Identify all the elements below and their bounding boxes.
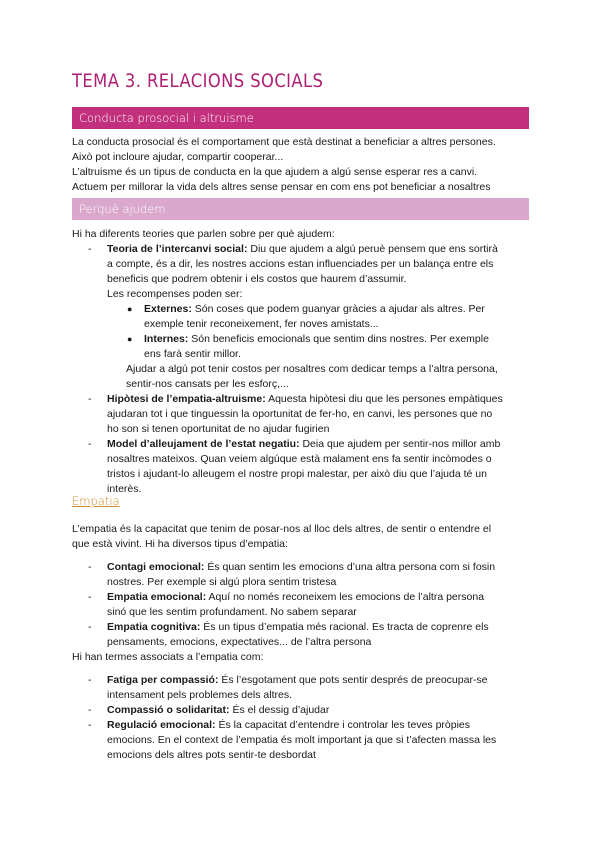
list-item-text: És la capacitat d’entendre i controlar les teves pròpies [218, 719, 471, 731]
list-item-term: Model d’alleujament de l’estat negatiu: [107, 438, 300, 450]
list-bullet: ● [127, 304, 133, 314]
list-item-line: nostres. Per exemple si algú plora sentim tristesa [107, 576, 337, 588]
list-item-line: sinó que les sentim profundament. No sabem separar [107, 606, 357, 618]
list-item-line [107, 703, 329, 718]
list-dash: - [88, 719, 92, 731]
list-item-line: ajudaran tot i que tinguessin la oportunitat de fer-ho, en canvi, les persones que no [107, 408, 493, 420]
paragraph-line: La conducta prosocial és el comportament que està destinat a beneficiar a altres persones. [72, 136, 496, 148]
list-item-line [144, 332, 489, 347]
section-heading-prosocial-text: Conducta prosocial i altruisme [79, 111, 254, 125]
page-title: TEMA 3. RELACIONS SOCIALS [72, 70, 324, 92]
list-item-term: Contagi emocional: [107, 561, 205, 573]
list-item-text: Diu que ajudem a algú peruè pensem que ens sortirà [250, 243, 498, 255]
list-item-line [107, 673, 488, 688]
list-item-text: Aquesta hipòtesi diu que les persones empàtiques [268, 393, 503, 405]
list-dash: - [88, 674, 92, 686]
paragraph-line: Això pot incloure ajudar, compartir cooperar... [72, 151, 284, 163]
list-item-text: És un tipus d’empatia més racional. Es tracta de coprenre els [203, 621, 489, 633]
list-item-line [107, 590, 484, 605]
list-item-line [107, 620, 489, 635]
list-item-term: Empatia emocional: [107, 591, 207, 603]
paragraph-line: Hi han termes associats a l’empatia com: [72, 651, 264, 663]
list-item-line: exemple tenir reconeixement, fer noves amistats... [144, 318, 379, 330]
list-item-line: interès. [107, 483, 142, 495]
list-dash: - [88, 438, 92, 450]
list-item-term: Regulació emocional: [107, 719, 216, 731]
list-bullet: ● [127, 334, 133, 344]
list-dash: - [88, 243, 92, 255]
list-dash: - [88, 561, 92, 573]
list-dash: - [88, 393, 92, 405]
list-item-line: ho son si tenen oportunitat de no ajudar fugirien [107, 423, 330, 435]
list-item-text: Són coses que podem guanyar gràcies a ajudar als altres. Per [194, 303, 485, 315]
list-item-line: pensaments, emocions, expectatives... de l’altra persona [107, 636, 372, 648]
section-heading-perque-text: Perquè ajudem [79, 202, 166, 216]
list-item-term: Fatiga per compassió: [107, 674, 219, 686]
list-item-text: És quan sentim les emocions d’una altra persona com si fosin [207, 561, 496, 573]
list-item-line: nosaltres mateixos. Quan veiem algúque està malament ens fa sentir incòmodes o [107, 453, 492, 465]
list-item-line: sentir-nos cansats per les esforç,... [126, 378, 289, 390]
list-item-line: intensament pels problemes dels altres. [107, 689, 293, 701]
list-item-line: tristos i ajudant-lo alleugem el nostre propi malestar, per això diu que l’ajuda té un [107, 468, 487, 480]
list-item-line [107, 242, 498, 257]
list-item-term: Externes: [144, 303, 192, 315]
paragraph-line: L’empatia és la capacitat que tenim de posar-nos al lloc dels altres, de sentir o entendre el [72, 523, 492, 535]
section-heading-prosocial [72, 107, 529, 129]
paragraph-line: Actuem per millorar la vida dels altres sense pensar en com ens pot beneficiar a nosaltres [72, 181, 491, 193]
list-item-term: Hipòtesi de l’empatia-altruisme: [107, 393, 266, 405]
section-heading-empatia[interactable]: Empatia [72, 494, 120, 508]
list-item-line: ens farà sentir millor. [144, 348, 241, 360]
list-item-line [107, 437, 500, 452]
list-item-term: Internes: [144, 333, 189, 345]
paragraph-line: que està vivint. Hi ha diversos tipus d’empatia: [72, 538, 288, 550]
list-item-line: beneficis que podrem obtenir i els costos que haurem d’assumir. [107, 273, 407, 285]
list-item-text: És l’esgotament que pots sentir després de preocupar-se [221, 674, 488, 686]
list-item-line: a compte, és a dir, les nostres accions estan influenciades per un balança entre els [107, 258, 494, 270]
paragraph-line: L’altruisme és un tipus de conducta en la que ajudem a algú sense esperar res a canvi. [72, 166, 478, 178]
list-item-term: Compassió o solidaritat: [107, 704, 230, 716]
list-item-line: emocions dels altres pots sentir-te desbordat [107, 749, 316, 761]
list-item-line [107, 560, 495, 575]
list-item-text: És el dessig d’ajudar [232, 704, 330, 716]
list-dash: - [88, 591, 92, 603]
list-item-text: Deia que ajudem per sentir-nos millor amb [302, 438, 501, 450]
list-item-line: Ajudar a algú pot tenir costos per nosaltres com dedicar temps a l’altra persona, [126, 363, 498, 375]
list-item-line [107, 718, 470, 733]
list-item-term: Teoria de l’intercanvi social: [107, 243, 248, 255]
paragraph-line: Hi ha diferents teories que parlen sobre per què ajudem: [72, 228, 335, 240]
list-item-line: emocions. En el context de l’empatia és molt important ja que si t’afecten massa les [107, 734, 497, 746]
list-item-text: Són beneficis emocionals que sentim dins nostres. Per exemple [191, 333, 489, 345]
section-heading-perque [72, 198, 529, 220]
list-item-line: Les recompenses poden ser: [107, 288, 243, 300]
list-item-term: Empatia cognitiva: [107, 621, 201, 633]
list-dash: - [88, 704, 92, 716]
list-dash: - [88, 621, 92, 633]
list-item-line [107, 392, 503, 407]
list-item-text: Aquí no només reconeixem les emocions de l’altra persona [208, 591, 485, 603]
list-item-line [144, 302, 485, 317]
